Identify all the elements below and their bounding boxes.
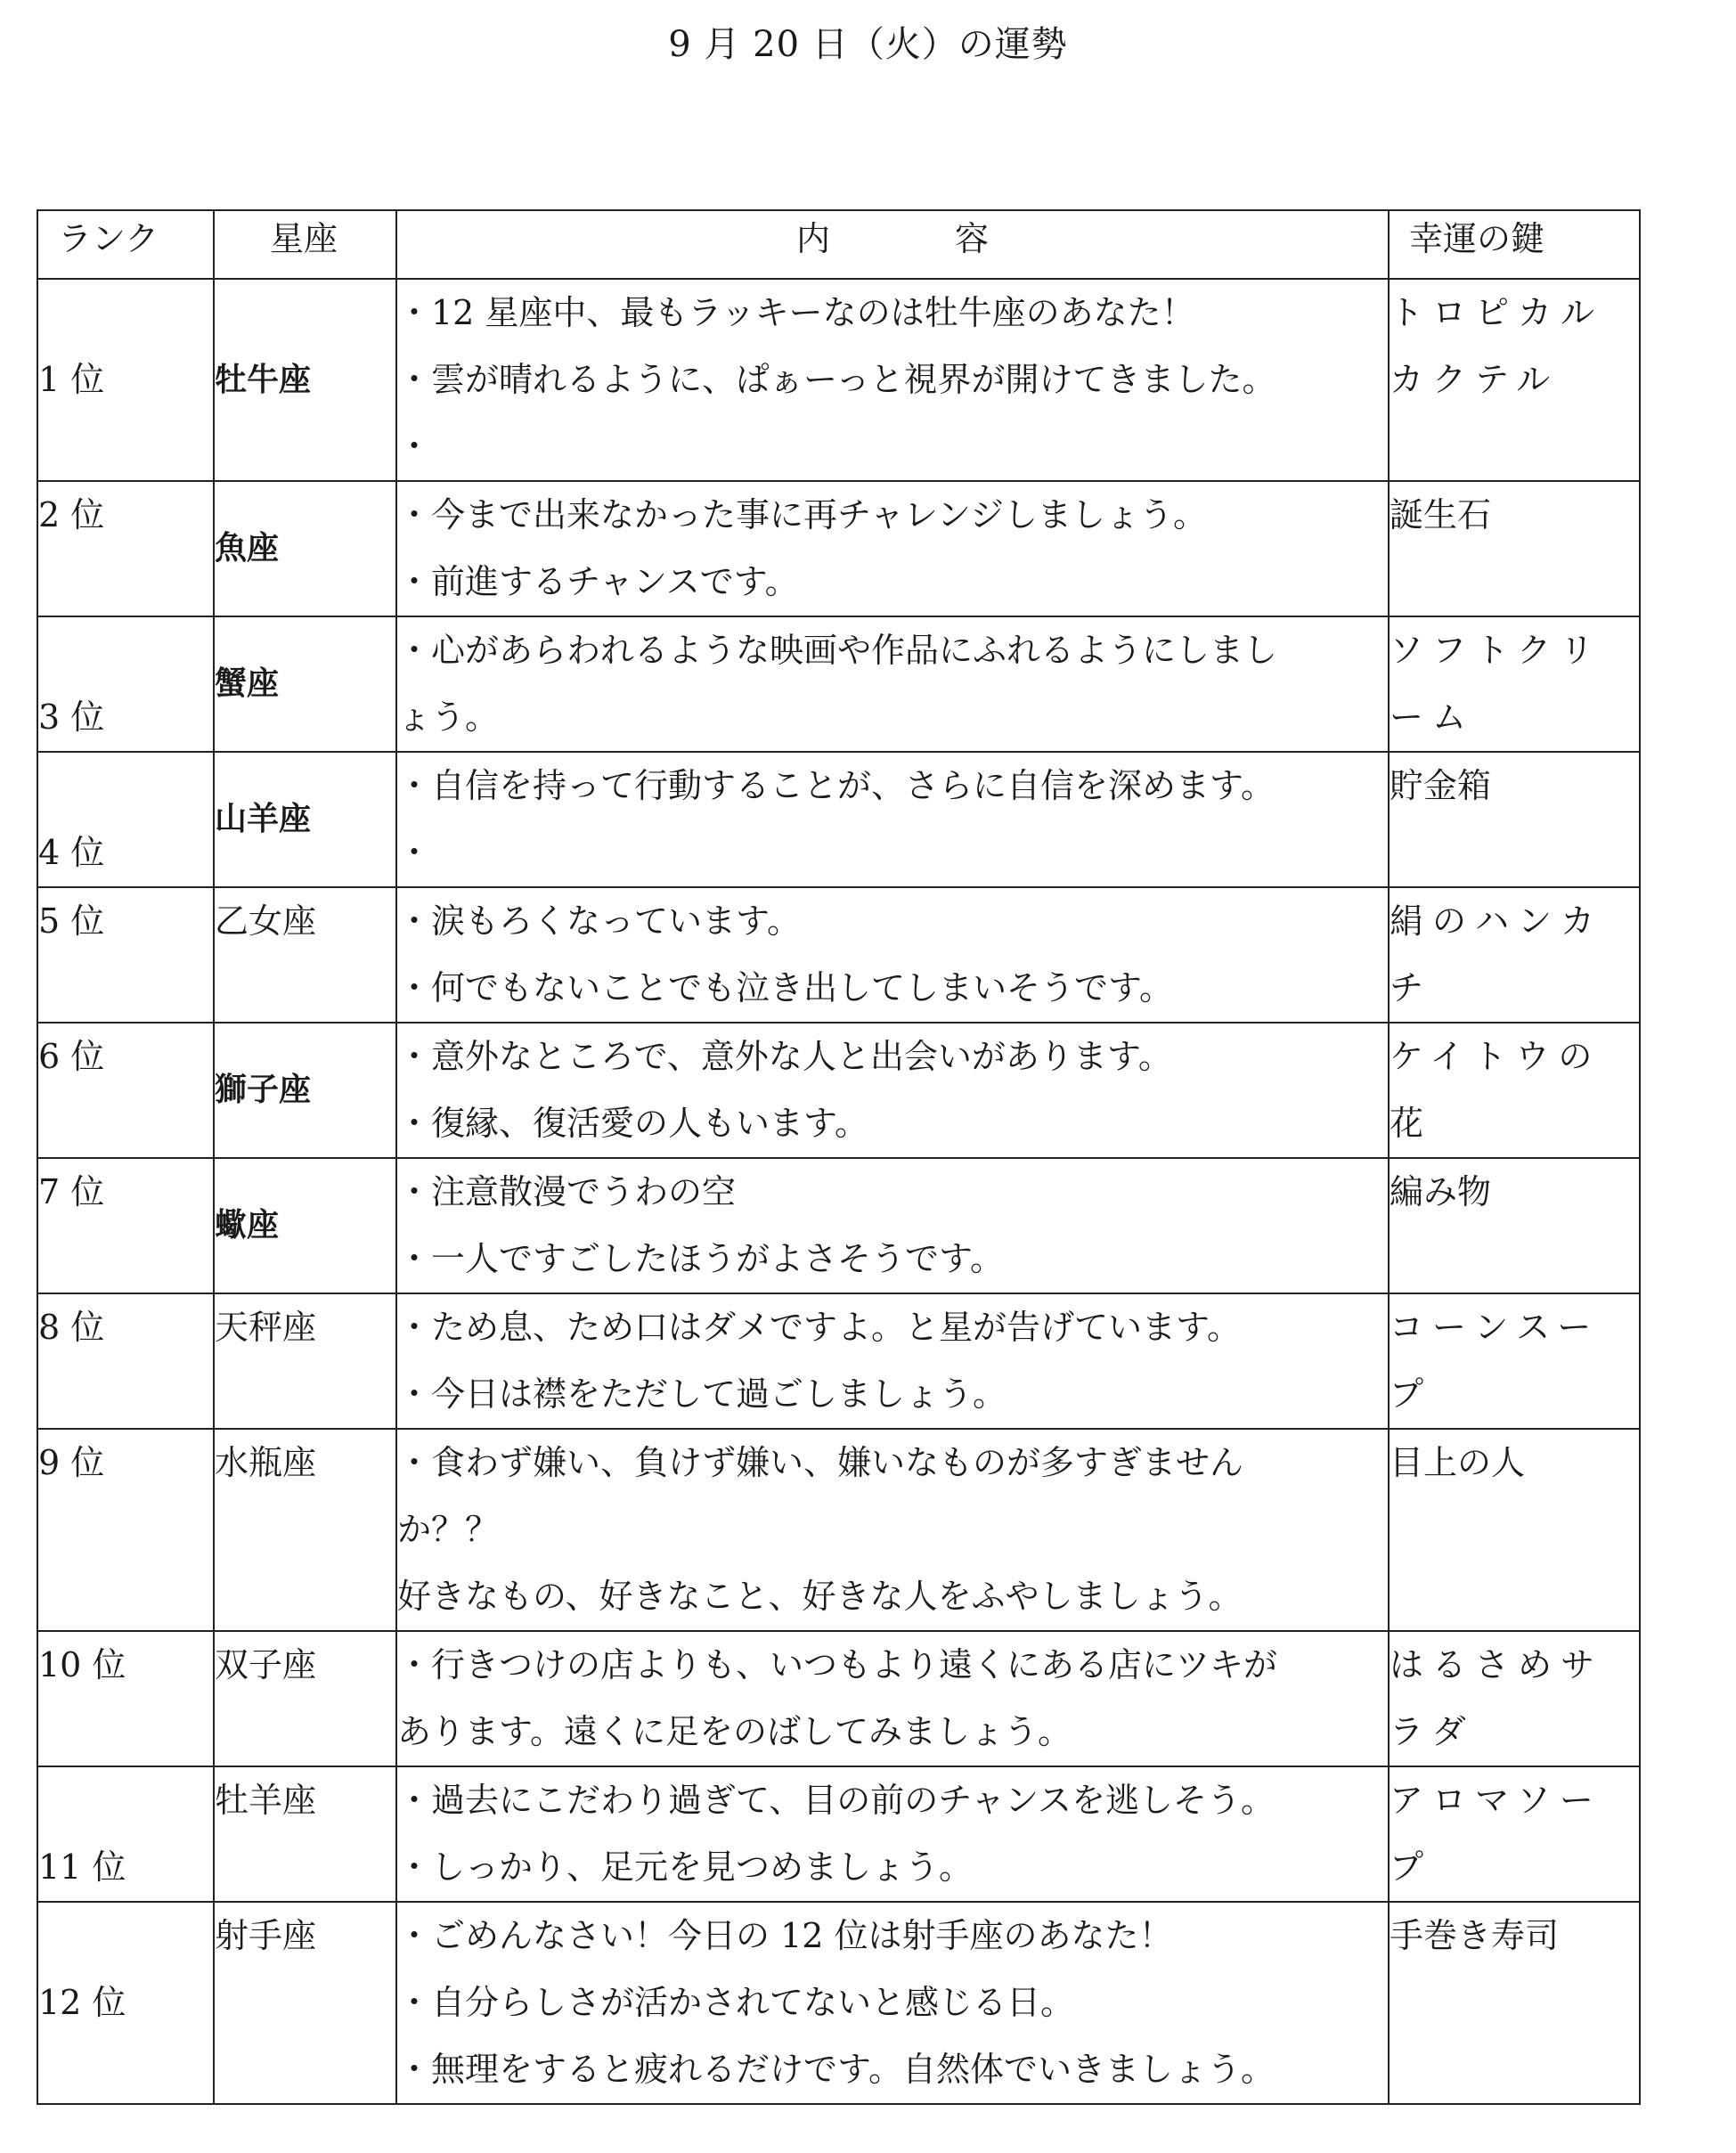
- rank-cell: 9 位: [37, 1429, 214, 1631]
- sign-cell: 乙女座: [214, 887, 396, 1023]
- content-cell: ・ため息、ため口はダメですよ。と星が告げています。 ・今日は襟をただして過ごしましょう。: [396, 1293, 1389, 1429]
- sign-cell: 蟹座: [214, 616, 396, 752]
- lucky-key-cell: 誕生石: [1389, 481, 1640, 616]
- table-row: [37, 1429, 1640, 1631]
- lucky-key-cell: コーンスー プ: [1389, 1293, 1640, 1429]
- lucky-key-cell: アロマソー プ: [1389, 1766, 1640, 1902]
- sign-cell: 射手座: [214, 1902, 396, 2104]
- rank-cell: 3 位: [37, 616, 214, 752]
- rank-cell: 12 位: [37, 1902, 214, 2104]
- sign-cell: 牡羊座: [214, 1766, 396, 1902]
- lucky-key-cell: ソフトクリ ーム: [1389, 616, 1640, 752]
- header-rank: ランク: [37, 210, 214, 279]
- sign-cell: 水瓶座: [214, 1429, 396, 1631]
- header-row: [37, 210, 1640, 279]
- rank-cell: 5 位: [37, 887, 214, 1023]
- table-row: [37, 887, 1640, 1023]
- sign-cell: 魚座: [214, 481, 396, 616]
- content-cell: ・意外なところで、意外な人と出会いがあります。 ・復縁、復活愛の人もいます。: [396, 1023, 1389, 1158]
- content-cell: ・今まで出来なかった事に再チャレンジしましょう。 ・前進するチャンスです。: [396, 481, 1389, 616]
- lucky-key-cell: 絹のハンカ チ: [1389, 887, 1640, 1023]
- header-content: 内 容: [396, 210, 1389, 279]
- lucky-key-cell: 目上の人: [1389, 1429, 1640, 1631]
- lucky-key-cell: ケイトウの 花: [1389, 1023, 1640, 1158]
- content-cell: ・ごめんなさい！今日の 12 位は射手座のあなた！ ・自分らしさが活かされてないと感じる日。 ・無理をすると疲れるだけです。自然体でいきましょう。: [396, 1902, 1389, 2104]
- rank-cell: 1 位: [37, 279, 214, 481]
- sign-cell: 蠍座: [214, 1158, 396, 1293]
- content-cell: ・注意散漫でうわの空 ・一人ですごしたほうがよさそうです。: [396, 1158, 1389, 1293]
- table-row: [37, 616, 1640, 752]
- fortune-table: [37, 209, 1641, 2105]
- table-row: [37, 752, 1640, 887]
- content-cell: ・心があらわれるような映画や作品にふれるようにしまし ょう。: [396, 616, 1389, 752]
- lucky-key-cell: 手巻き寿司: [1389, 1902, 1640, 2104]
- rank-cell: 8 位: [37, 1293, 214, 1429]
- rank-cell: 4 位: [37, 752, 214, 887]
- rank-cell: 2 位: [37, 481, 214, 616]
- sign-cell: 双子座: [214, 1631, 396, 1766]
- rank-cell: 10 位: [37, 1631, 214, 1766]
- rank-cell: 6 位: [37, 1023, 214, 1158]
- content-cell: ・涙もろくなっています。 ・何でもないことでも泣き出してしまいそうです。: [396, 887, 1389, 1023]
- sign-cell: 天秤座: [214, 1293, 396, 1429]
- table-row: [37, 481, 1640, 616]
- rank-cell: 7 位: [37, 1158, 214, 1293]
- table-row: [37, 1766, 1640, 1902]
- lucky-key-cell: トロピカル カクテル: [1389, 279, 1640, 481]
- header-key: 幸運の鍵: [1389, 210, 1640, 279]
- table-row: [37, 1023, 1640, 1158]
- rank-cell: 11 位: [37, 1766, 214, 1902]
- header-sign: 星座: [214, 210, 396, 279]
- table-row: [37, 279, 1640, 481]
- lucky-key-cell: 編み物: [1389, 1158, 1640, 1293]
- content-cell: ・自信を持って行動することが、さらに自信を深めます。 ・: [396, 752, 1389, 887]
- content-cell: ・食わず嫌い、負けず嫌い、嫌いなものが多すぎません か？？ 好きなもの、好きなこと、好きな人をふやしましょう。: [396, 1429, 1389, 1631]
- sign-cell: 獅子座: [214, 1023, 396, 1158]
- sign-cell: 山羊座: [214, 752, 396, 887]
- content-cell: ・12 星座中、最もラッキーなのは牡牛座のあなた！ ・雲が晴れるように、ぱぁーっと視界が開けてきました。 ・: [396, 279, 1389, 481]
- content-cell: ・行きつけの店よりも、いつもより遠くにある店にツキが あります。遠くに足をのばしてみましょう。: [396, 1631, 1389, 1766]
- table-row: [37, 1293, 1640, 1429]
- lucky-key-cell: 貯金箱: [1389, 752, 1640, 887]
- sign-cell: 牡牛座: [214, 279, 396, 481]
- lucky-key-cell: はるさめサ ラダ: [1389, 1631, 1640, 1766]
- table-row: [37, 1158, 1640, 1293]
- page-title: 9 月 20 日（火）の運勢: [668, 24, 1068, 65]
- table-row: [37, 1902, 1640, 2104]
- table-row: [37, 1631, 1640, 1766]
- content-cell: ・過去にこだわり過ぎて、目の前のチャンスを逃しそう。 ・しっかり、足元を見つめましょう。: [396, 1766, 1389, 1902]
